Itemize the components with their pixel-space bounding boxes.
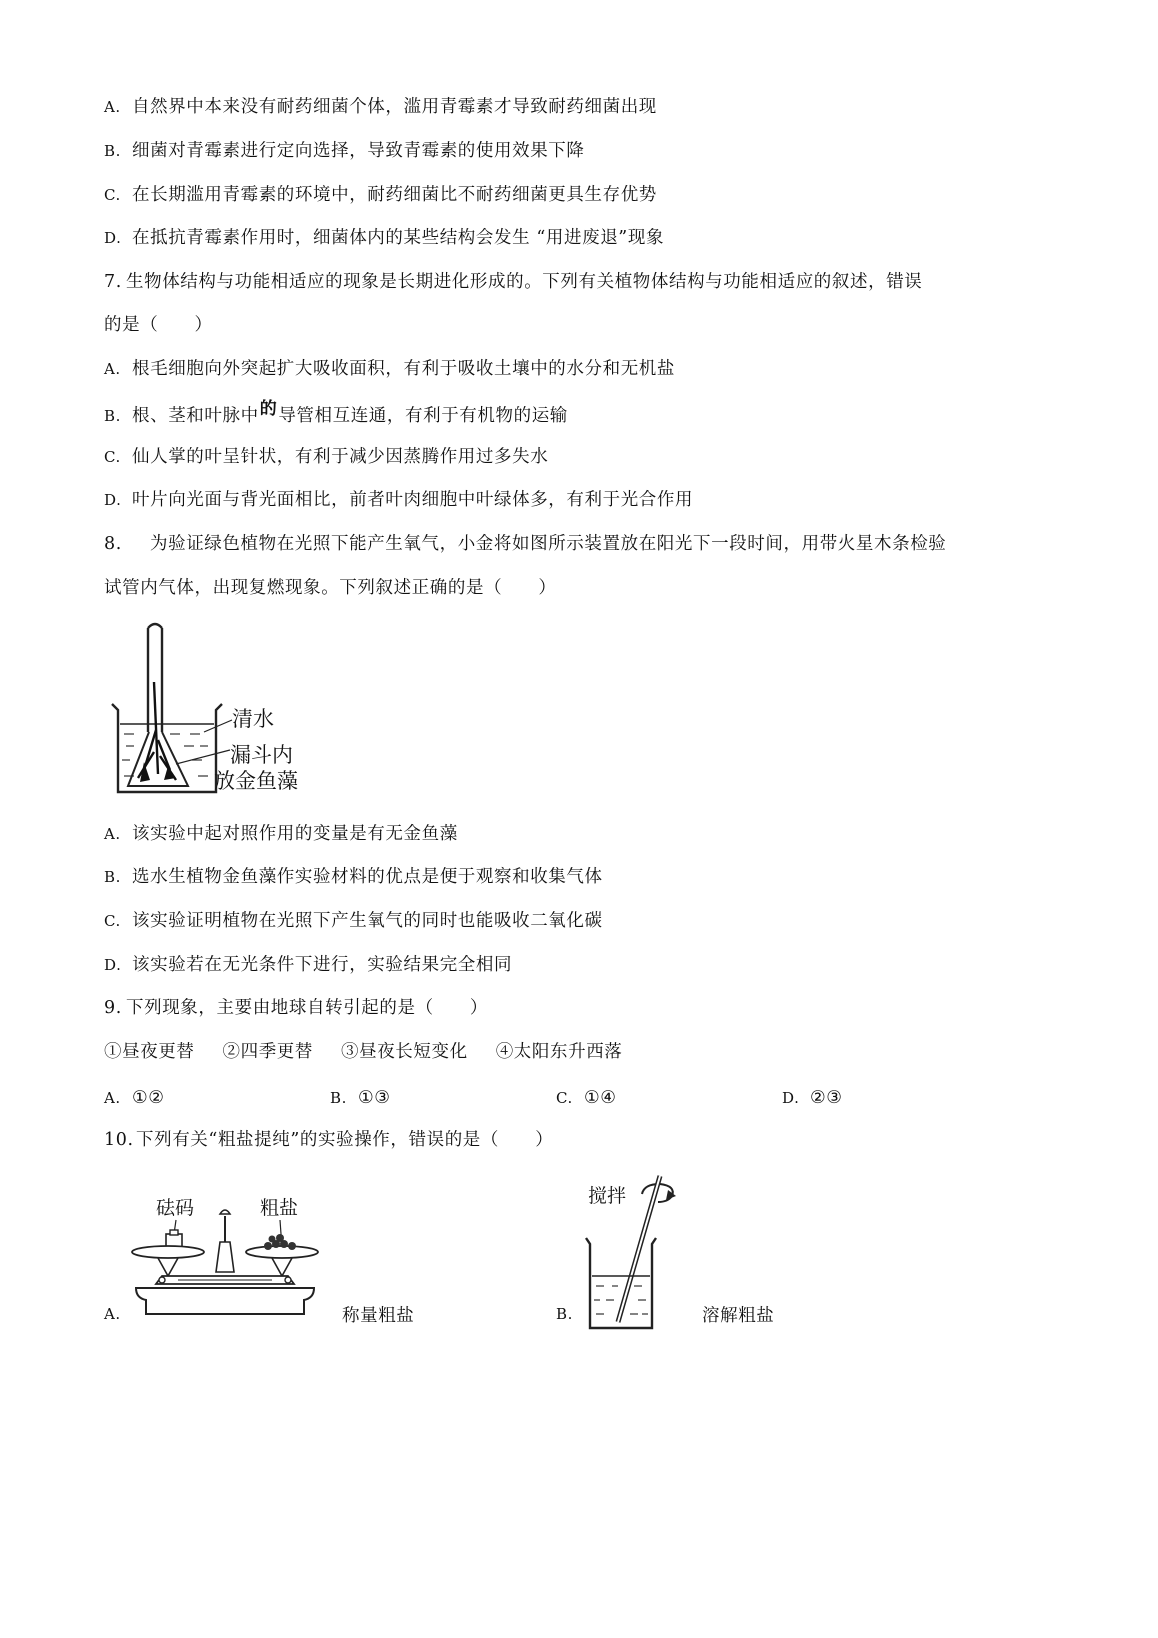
q10-stem: [104, 1128, 553, 1152]
question-number: 8.: [104, 534, 122, 554]
question-stem: 下列有关“粗盐提纯”的实验操作，错误的是（ ）: [136, 1130, 554, 1150]
q10-figB-caption: 溶解粗盐: [702, 1306, 775, 1326]
q7-stem-line1: [104, 270, 922, 294]
question-stem: 下列现象，主要由地球自转引起的是（ ）: [126, 998, 488, 1018]
q7-option-d: [104, 488, 693, 512]
option-label: B.: [330, 1089, 347, 1107]
question-stem: 生物体结构与功能相适应的现象是长期进化形成的。下列有关植物体结构与功能相适应的叙述，错误: [126, 272, 923, 292]
q8-option-a: [104, 822, 458, 846]
option-text: ②③: [810, 1088, 843, 1108]
q9-stem: [104, 996, 488, 1020]
option-label: B.: [104, 407, 121, 425]
label-funnel: 漏斗内: [230, 743, 293, 767]
option-label: A.: [104, 1089, 121, 1107]
option-label: A.: [104, 98, 121, 116]
option-label: C.: [104, 186, 121, 204]
q9-items: [104, 1040, 622, 1064]
q9-option-d: [782, 1086, 843, 1110]
q9-option-b: [330, 1086, 391, 1110]
q8-option-b: [104, 865, 603, 889]
option-label: D.: [104, 956, 122, 974]
label-weights: 砝码: [156, 1197, 195, 1219]
label-stir: 搅拌: [588, 1185, 627, 1207]
label-water: 清水: [232, 707, 274, 731]
q10-figB-label: B.: [556, 1305, 573, 1323]
q6-option-c: [104, 183, 657, 207]
q10-balance-figure: [128, 1192, 328, 1332]
option-label: C.: [556, 1089, 573, 1107]
option-label: B.: [104, 142, 121, 160]
option-text: 在抵抗青霉素作用时，细菌体内的某些结构会发生 “用进废退”现象: [132, 228, 665, 248]
option-text: 细菌对青霉素进行定向选择，导致青霉素的使用效果下降: [132, 141, 585, 161]
option-label: A.: [104, 360, 121, 378]
item: ④太阳东升西落: [495, 1042, 623, 1062]
q10-beaker-figure: [582, 1172, 692, 1342]
item: ③昼夜长短变化: [341, 1042, 468, 1062]
q6-option-d: [104, 226, 664, 250]
option-text: 根毛细胞向外突起扩大吸收面积，有利于吸收土壤中的水分和无机盐: [132, 359, 675, 379]
q10-figA-caption: 称量粗盐: [342, 1306, 415, 1326]
option-text: 根、茎和叶脉中: [132, 406, 259, 426]
q8-stem-line1: [104, 532, 946, 556]
option-text: 该实验若在无光条件下进行，实验结果完全相同: [132, 955, 513, 975]
option-text: ①②: [132, 1088, 165, 1108]
q6-option-a: [104, 95, 657, 119]
q8-option-d: [104, 953, 512, 977]
q8-stem-line2: 试管内气体，出现复燃现象。下列叙述正确的是（ ）: [104, 578, 557, 598]
q8-option-c: [104, 909, 603, 933]
question-number: 10.: [104, 1130, 134, 1150]
q6-option-b: [104, 139, 585, 163]
option-text: ①③: [358, 1088, 391, 1108]
option-label: D.: [782, 1089, 800, 1107]
q7-option-b: [104, 399, 568, 428]
option-text: 在长期滥用青霉素的环境中，耐药细菌比不耐药细菌更具生存优势: [132, 185, 657, 205]
question-stem: 为验证绿色植物在光照下能产生氧气，小金将如图所示装置放在阳光下一段时间，用带火星木条检验: [150, 534, 947, 554]
question-number: 9.: [104, 998, 122, 1018]
item: ①昼夜更替: [104, 1042, 195, 1062]
item: ②四季更替: [222, 1042, 313, 1062]
q9-option-c: [556, 1086, 617, 1110]
q7-option-a: [104, 357, 675, 381]
option-text: 该实验中起对照作用的变量是有无金鱼藻: [132, 824, 458, 844]
q8-apparatus-figure: [104, 620, 334, 800]
option-label: A.: [104, 825, 121, 843]
option-text: 叶片向光面与背光面相比，前者叶肉细胞中叶绿体多，有利于光合作用: [132, 490, 694, 510]
q10-figA-label: A.: [104, 1305, 121, 1323]
label-algae: 放金鱼藻: [214, 769, 298, 793]
option-label: B.: [104, 868, 121, 886]
option-label: C.: [104, 912, 121, 930]
option-label: D.: [104, 491, 122, 509]
label-salt: 粗盐: [260, 1197, 299, 1219]
option-text: 选水生植物金鱼藻作实验材料的优点是便于观察和收集气体: [132, 867, 603, 887]
option-text: ①④: [584, 1088, 617, 1108]
q7-stem-line2: 的是（ ）: [104, 315, 213, 335]
option-label: D.: [104, 229, 122, 247]
q7-option-c: [104, 445, 548, 469]
option-text: 自然界中本来没有耐药细菌个体，滥用青霉素才导致耐药细菌出现: [132, 97, 657, 117]
raised-character: 的: [259, 399, 278, 419]
option-text: 该实验证明植物在光照下产生氧气的同时也能吸收二氧化碳: [132, 911, 603, 931]
option-text: 仙人掌的叶呈针状，有利于减少因蒸腾作用过多失水: [132, 447, 549, 467]
option-label: C.: [104, 448, 121, 466]
question-number: 7.: [104, 272, 122, 292]
option-text: 导管相互连通，有利于有机物的运输: [278, 406, 568, 426]
q9-option-a: [104, 1086, 165, 1110]
